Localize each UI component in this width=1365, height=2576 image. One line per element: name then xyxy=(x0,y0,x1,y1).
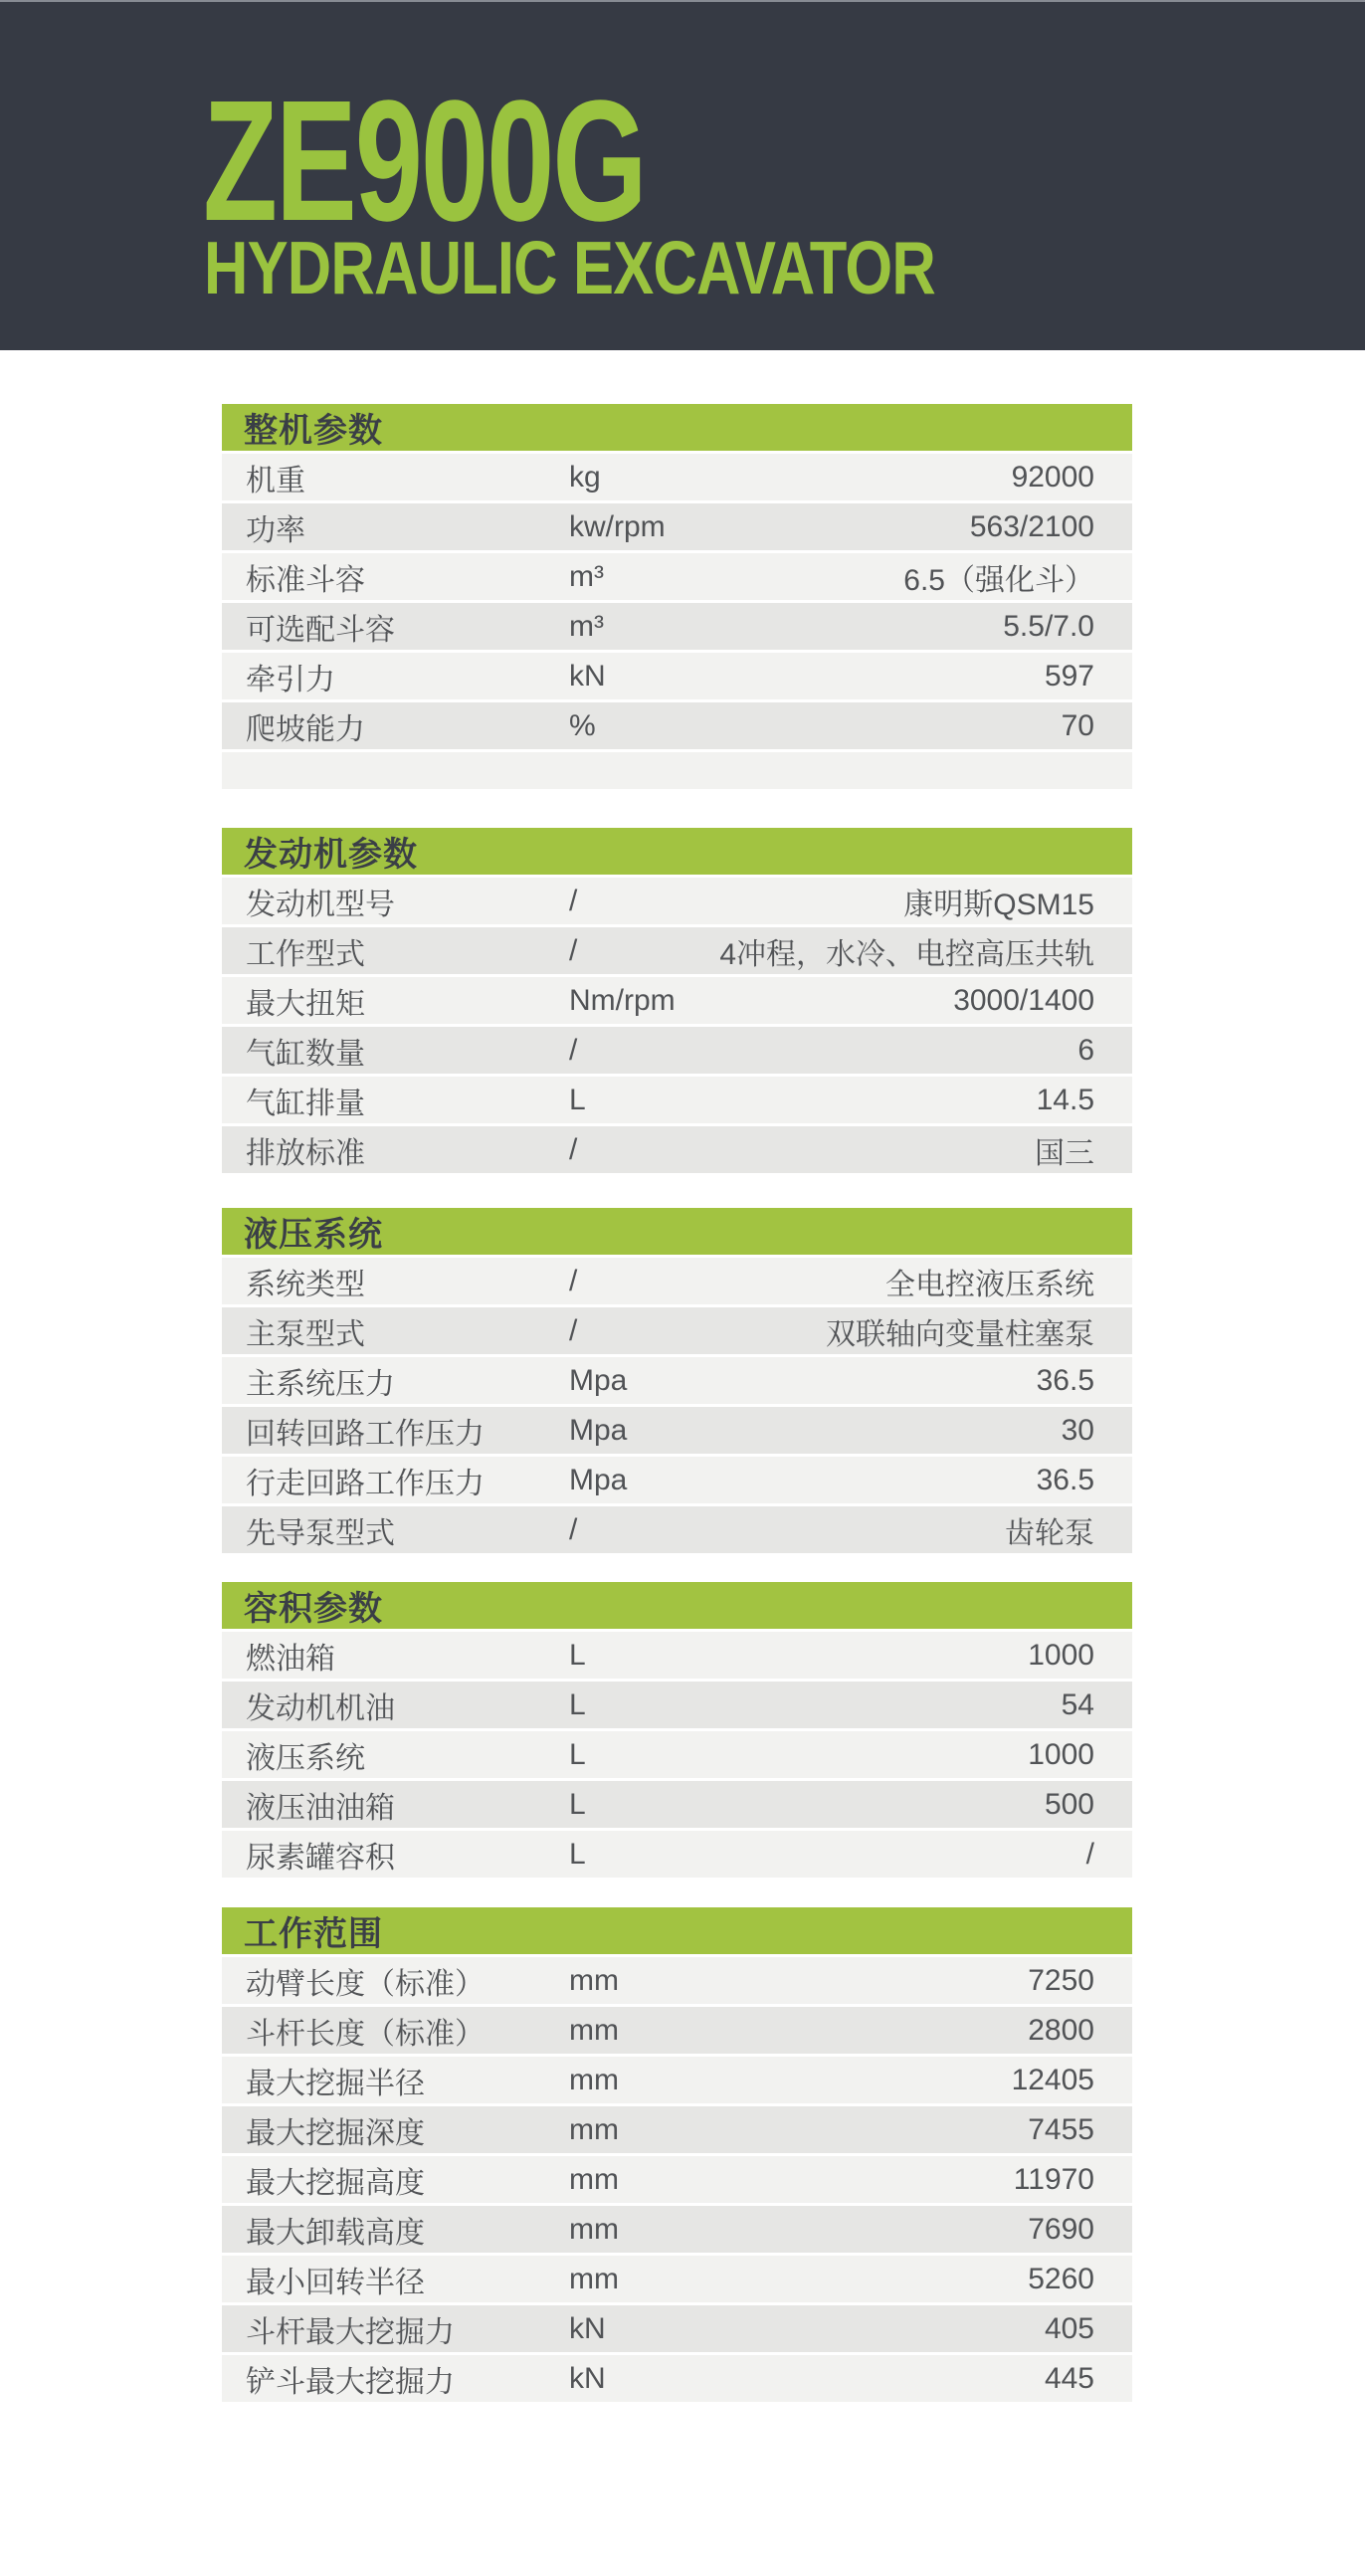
spec-label: 斗杆最大挖掘力 xyxy=(246,2315,455,2349)
spec-unit: L xyxy=(569,1083,586,1116)
spec-value: 齿轮泵 xyxy=(1005,1516,1094,1550)
spec-label: 系统类型 xyxy=(246,1268,365,1301)
spec-row xyxy=(222,1506,1132,1553)
table-working-range xyxy=(222,1907,1132,2402)
spec-row xyxy=(222,927,1132,974)
spec-row xyxy=(222,454,1132,500)
spec-label: 可选配斗容 xyxy=(246,613,395,647)
spec-label: 牵引力 xyxy=(246,663,335,696)
spec-unit: L xyxy=(569,1737,586,1771)
spec-row xyxy=(222,603,1132,650)
spec-label: 液压系统 xyxy=(246,1741,365,1775)
table-capacity-params xyxy=(222,1582,1132,1878)
table-title: 发动机参数 xyxy=(244,836,418,874)
spec-value: 双联轴向变量柱塞泵 xyxy=(826,1317,1094,1351)
spec-row xyxy=(222,1731,1132,1778)
table-title-bar xyxy=(222,1582,1132,1629)
spec-unit: / xyxy=(569,1313,578,1347)
spec-label: 最小回转半径 xyxy=(246,2266,425,2299)
page-header xyxy=(0,0,1365,350)
spec-label: 功率 xyxy=(246,513,305,547)
table-title-bar xyxy=(222,1907,1132,1954)
spec-value: 5.5/7.0 xyxy=(1003,609,1094,643)
spec-value: 14.5 xyxy=(1036,1083,1094,1116)
spec-label: 回转回路工作压力 xyxy=(246,1417,485,1451)
spec-value: 7690 xyxy=(1028,2212,1094,2246)
spec-row xyxy=(222,1457,1132,1503)
spec-label: 先导泵型式 xyxy=(246,1516,395,1550)
spec-row xyxy=(222,2305,1132,2352)
spec-value: / xyxy=(1085,1837,1094,1871)
spec-unit: L xyxy=(569,1787,586,1821)
spec-unit: kw/rpm xyxy=(569,509,666,543)
spec-label: 标准斗容 xyxy=(246,563,365,597)
spec-row xyxy=(222,1831,1132,1878)
spec-row xyxy=(222,1957,1132,2004)
spec-label: 工作型式 xyxy=(246,937,365,971)
spec-unit: / xyxy=(569,1132,578,1166)
model-title: ZE900G xyxy=(203,64,646,257)
spec-label: 发动机机油 xyxy=(246,1691,395,1725)
spec-label: 主泵型式 xyxy=(246,1317,365,1351)
spec-unit: L xyxy=(569,1638,586,1672)
spec-row xyxy=(222,503,1132,550)
spec-label: 最大挖掘深度 xyxy=(246,2116,425,2150)
spec-row xyxy=(222,1258,1132,1304)
spec-row xyxy=(222,1632,1132,1679)
spec-value: 7250 xyxy=(1028,1963,1094,1997)
spec-value: 康明斯QSM15 xyxy=(903,888,1094,921)
spec-value: 3000/1400 xyxy=(953,983,1094,1017)
spec-unit: mm xyxy=(569,2112,619,2146)
spec-value: 4冲程，水冷、电控高压共轨 xyxy=(719,937,1094,971)
spec-row-filler xyxy=(222,752,1132,789)
spec-row xyxy=(222,1357,1132,1404)
spec-row xyxy=(222,2106,1132,2153)
spec-row xyxy=(222,2256,1132,2302)
spec-label: 最大挖掘高度 xyxy=(246,2166,425,2200)
spec-value: 54 xyxy=(1061,1687,1094,1721)
spec-row xyxy=(222,2007,1132,2054)
spec-unit: mm xyxy=(569,2212,619,2246)
spec-unit: m³ xyxy=(569,609,604,643)
spec-value: 70 xyxy=(1061,708,1094,742)
spec-label: 尿素罐容积 xyxy=(246,1841,395,1875)
spec-unit: / xyxy=(569,933,578,967)
spec-label: 最大扭矩 xyxy=(246,987,365,1021)
spec-row xyxy=(222,1126,1132,1173)
spec-row xyxy=(222,1077,1132,1123)
spec-row xyxy=(222,878,1132,924)
spec-row xyxy=(222,653,1132,699)
spec-value: 36.5 xyxy=(1036,1463,1094,1496)
table-title-bar xyxy=(222,1208,1132,1255)
spec-unit: mm xyxy=(569,1963,619,1997)
spec-unit: L xyxy=(569,1837,586,1871)
spec-label: 最大卸载高度 xyxy=(246,2216,425,2250)
table-title: 工作范围 xyxy=(244,1915,383,1953)
spec-unit: % xyxy=(569,708,596,742)
spec-label: 机重 xyxy=(246,464,305,497)
spec-row xyxy=(222,977,1132,1024)
spec-row xyxy=(222,1407,1132,1454)
spec-value: 597 xyxy=(1044,659,1094,693)
spec-value: 36.5 xyxy=(1036,1363,1094,1397)
spec-unit: kN xyxy=(569,2361,606,2395)
spec-label: 斗杆长度（标准） xyxy=(246,2017,485,2051)
spec-value: 2800 xyxy=(1028,2013,1094,2047)
spec-unit: L xyxy=(569,1687,586,1721)
spec-label: 主系统压力 xyxy=(246,1367,395,1401)
spec-unit: kN xyxy=(569,659,606,693)
spec-unit: mm xyxy=(569,2262,619,2295)
spec-unit: kg xyxy=(569,460,601,494)
spec-value: 1000 xyxy=(1028,1638,1094,1672)
table-title-bar xyxy=(222,828,1132,875)
spec-row xyxy=(222,1682,1132,1728)
spec-row xyxy=(222,1781,1132,1828)
spec-value: 7455 xyxy=(1028,2112,1094,2146)
spec-label: 燃油箱 xyxy=(246,1642,335,1676)
table-title: 整机参数 xyxy=(244,412,383,450)
spec-unit: m³ xyxy=(569,559,604,593)
spec-unit: / xyxy=(569,1264,578,1297)
spec-label: 气缸排量 xyxy=(246,1087,365,1120)
spec-label: 发动机型号 xyxy=(246,888,395,921)
table-engine-params xyxy=(222,828,1132,1173)
spec-label: 液压油油箱 xyxy=(246,1791,395,1825)
spec-unit: mm xyxy=(569,2162,619,2196)
spec-value: 11970 xyxy=(1013,2162,1094,2196)
spec-value: 全电控液压系统 xyxy=(885,1268,1094,1301)
spec-label: 行走回路工作压力 xyxy=(246,1467,485,1500)
spec-label: 最大挖掘半径 xyxy=(246,2067,425,2100)
spec-unit: / xyxy=(569,884,578,917)
table-title-bar xyxy=(222,404,1132,451)
spec-unit: Mpa xyxy=(569,1463,628,1496)
spec-unit: mm xyxy=(569,2013,619,2047)
model-subtitle: HYDRAULIC EXCAVATOR xyxy=(204,226,935,309)
spec-row xyxy=(222,2156,1132,2203)
spec-unit: / xyxy=(569,1033,578,1067)
spec-value: 92000 xyxy=(1011,460,1094,494)
spec-row xyxy=(222,2206,1132,2253)
spec-unit: / xyxy=(569,1512,578,1546)
spec-value: 500 xyxy=(1044,1787,1094,1821)
spec-value: 6.5（强化斗） xyxy=(903,563,1094,597)
table-overall-params xyxy=(222,404,1132,789)
spec-unit: kN xyxy=(569,2311,606,2345)
table-title: 容积参数 xyxy=(244,1590,383,1628)
spec-unit: Mpa xyxy=(569,1413,628,1447)
spec-label: 铲斗最大挖掘力 xyxy=(246,2365,455,2399)
table-title: 液压系统 xyxy=(244,1216,383,1254)
spec-label: 排放标准 xyxy=(246,1136,365,1170)
spec-value: 563/2100 xyxy=(969,509,1094,543)
spec-value: 405 xyxy=(1044,2311,1094,2345)
spec-value: 30 xyxy=(1061,1413,1094,1447)
spec-unit: mm xyxy=(569,2063,619,2096)
spec-value: 6 xyxy=(1077,1033,1094,1067)
spec-value: 5260 xyxy=(1028,2262,1094,2295)
spec-row xyxy=(222,2057,1132,2103)
spec-row xyxy=(222,1027,1132,1074)
spec-row xyxy=(222,702,1132,749)
spec-value: 445 xyxy=(1044,2361,1094,2395)
spec-label: 动臂长度（标准） xyxy=(246,1967,485,2001)
spec-unit: Mpa xyxy=(569,1363,628,1397)
spec-row xyxy=(222,1307,1132,1354)
spec-row xyxy=(222,553,1132,600)
table-hydraulic-system xyxy=(222,1208,1132,1553)
spec-label: 气缸数量 xyxy=(246,1037,365,1071)
spec-value: 1000 xyxy=(1028,1737,1094,1771)
spec-row xyxy=(222,2355,1132,2402)
spec-label: 爬坡能力 xyxy=(246,712,365,746)
spec-value: 国三 xyxy=(1035,1136,1094,1170)
spec-unit: Nm/rpm xyxy=(569,983,676,1017)
spec-tables xyxy=(222,404,1132,2402)
spec-value: 12405 xyxy=(1011,2063,1094,2096)
